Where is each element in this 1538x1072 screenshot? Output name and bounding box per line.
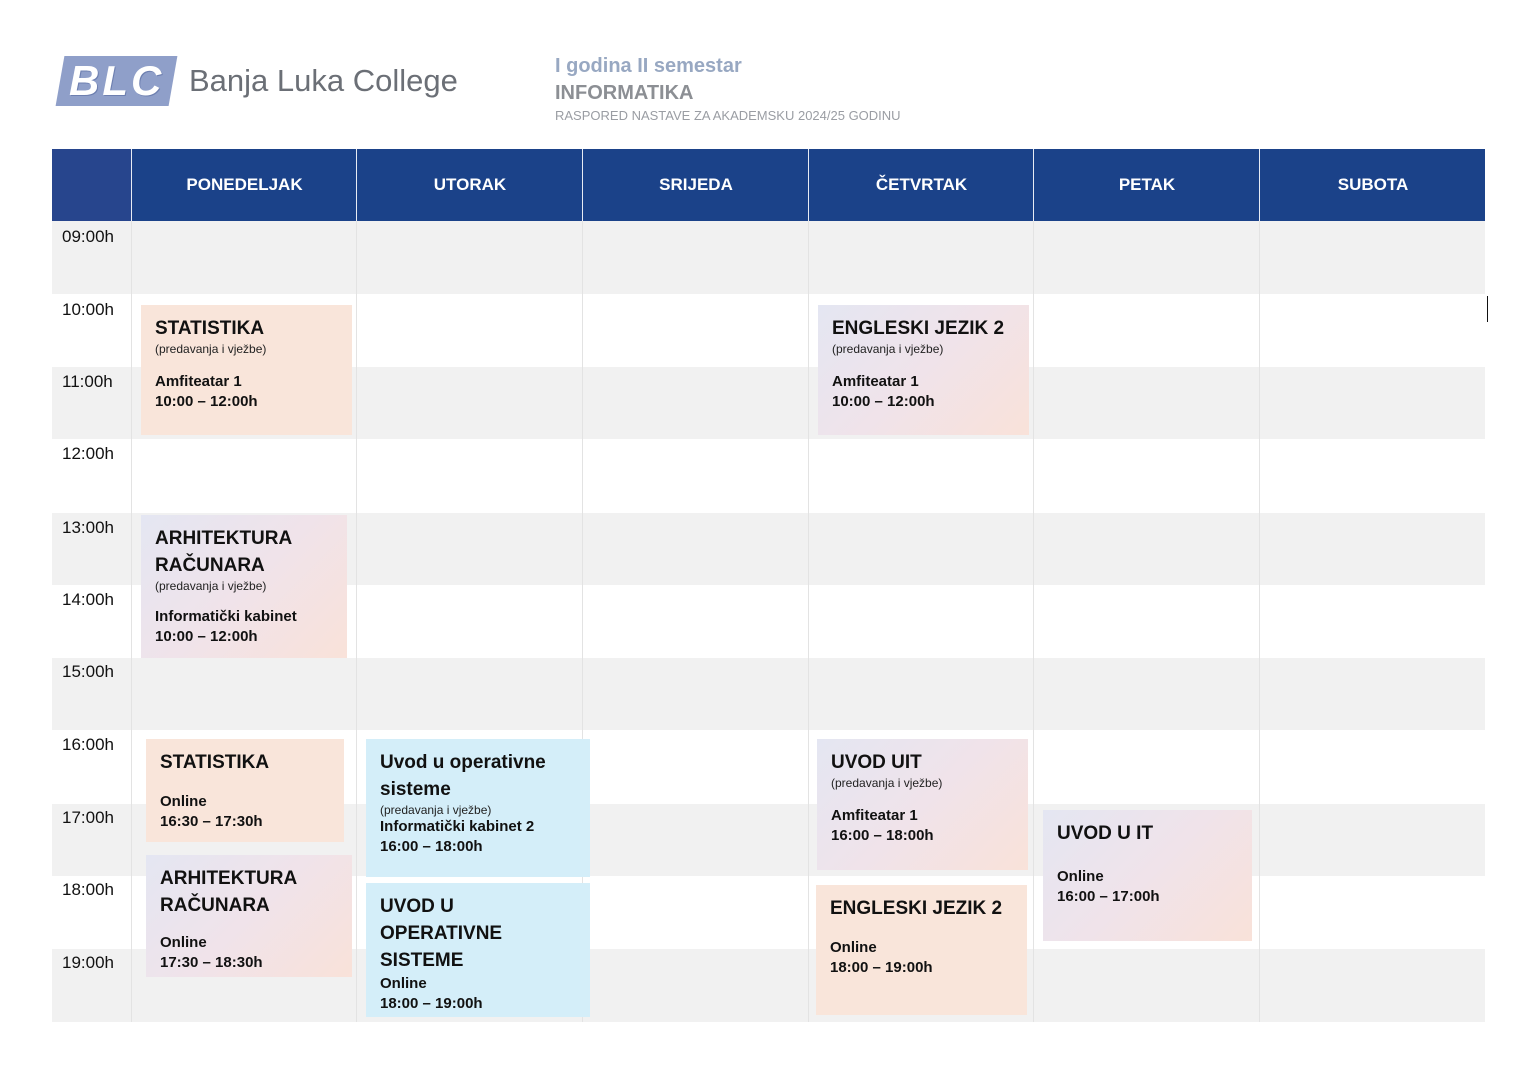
- time-label: 13:00h: [62, 518, 114, 537]
- header-corner: [52, 149, 131, 221]
- days-header: [52, 149, 1485, 221]
- event-card[interactable]: [1043, 810, 1252, 941]
- event-note: (predavanja i vježbe): [832, 342, 944, 356]
- event-note: (predavanja i vježbe): [380, 803, 492, 817]
- day-header-tuesday: UTORAK: [356, 149, 583, 221]
- event-room: Amfiteatar 1: [155, 373, 242, 390]
- time-label: 18:00h: [62, 880, 114, 899]
- logo-badge-text: BLC: [68, 57, 165, 104]
- event-time: 16:00 – 18:00h: [380, 838, 483, 855]
- event-title: UVOD UIT: [831, 752, 922, 773]
- time-label: 16:00h: [62, 735, 114, 754]
- program-title: INFORMATIKA: [555, 82, 694, 104]
- event-room: Online: [160, 934, 207, 951]
- logo-name: Banja Luka College: [189, 63, 458, 98]
- time-label: 14:00h: [62, 590, 114, 609]
- time-label: 15:00h: [62, 662, 114, 681]
- event-card[interactable]: [816, 885, 1027, 1015]
- event-title: UVOD U IT: [1057, 823, 1154, 844]
- grid-line: [356, 221, 357, 1022]
- event-time: 10:00 – 12:00h: [832, 393, 935, 410]
- event-time: 10:00 – 12:00h: [155, 393, 258, 410]
- event-title: ARHITEKTURA RAČUNARA: [155, 528, 292, 576]
- day-header-monday: PONEDELJAK: [131, 149, 357, 221]
- event-time: 16:00 – 18:00h: [831, 827, 934, 844]
- event-title: UVOD U OPERATIVNE SISTEME: [380, 896, 503, 971]
- event-room: Informatički kabinet 2: [380, 818, 535, 835]
- time-label: 10:00h: [62, 300, 114, 319]
- event-card[interactable]: [818, 305, 1029, 435]
- event-card[interactable]: [146, 739, 344, 842]
- grid-line: [1033, 221, 1034, 1022]
- event-time: 16:00 – 17:00h: [1057, 888, 1160, 905]
- day-header-wednesday: SRIJEDA: [582, 149, 809, 221]
- event-room: Informatički kabinet: [155, 608, 297, 625]
- event-room: Online: [160, 793, 207, 810]
- event-title: ENGLESKI JEZIK 2: [832, 318, 1005, 339]
- text-cursor: [1487, 296, 1488, 322]
- time-row: [52, 658, 1485, 730]
- time-row: [52, 439, 1485, 513]
- time-label: 09:00h: [62, 227, 114, 246]
- event-title: ENGLESKI JEZIK 2: [830, 898, 1003, 919]
- event-room: Online: [1057, 868, 1104, 885]
- time-label: 17:00h: [62, 808, 114, 827]
- grid-line: [131, 221, 132, 1022]
- event-title: ARHITEKTURA RAČUNARA: [160, 868, 297, 916]
- event-card[interactable]: [366, 883, 590, 1017]
- semester-title: I godina II semestar: [555, 55, 742, 77]
- event-time: 17:30 – 18:30h: [160, 954, 263, 971]
- event-card[interactable]: [817, 739, 1028, 870]
- grid-line: [1259, 221, 1260, 1022]
- time-label: 11:00h: [62, 372, 113, 391]
- logo-badge: [56, 56, 178, 106]
- college-logo: [60, 56, 458, 106]
- time-label: 12:00h: [62, 444, 114, 463]
- event-card[interactable]: [141, 515, 347, 658]
- event-time: 16:30 – 17:30h: [160, 813, 263, 830]
- event-note: (predavanja i vježbe): [155, 342, 267, 356]
- event-title: Uvod u operativne sisteme: [380, 752, 546, 800]
- event-card[interactable]: [366, 739, 590, 877]
- event-note: (predavanja i vježbe): [831, 776, 943, 790]
- event-room: Amfiteatar 1: [831, 807, 918, 824]
- event-note: (predavanja i vježbe): [155, 579, 267, 593]
- event-room: Amfiteatar 1: [832, 373, 919, 390]
- event-room: Online: [380, 975, 427, 992]
- event-time: 18:00 – 19:00h: [830, 959, 933, 976]
- event-room: Online: [830, 939, 877, 956]
- event-title: STATISTIKA: [155, 318, 265, 339]
- schedule-subtitle: RASPORED NASTAVE ZA AKADEMSKU 2024/25 GODINU: [555, 108, 901, 123]
- time-row: [52, 221, 1485, 294]
- time-label: 19:00h: [62, 953, 114, 972]
- event-time: 18:00 – 19:00h: [380, 995, 483, 1012]
- event-time: 10:00 – 12:00h: [155, 628, 258, 645]
- day-header-friday: PETAK: [1033, 149, 1260, 221]
- grid-line: [808, 221, 809, 1022]
- event-card[interactable]: [141, 305, 352, 435]
- day-header-thursday: ČETVRTAK: [808, 149, 1034, 221]
- day-header-saturday: SUBOTA: [1259, 149, 1486, 221]
- event-title: STATISTIKA: [160, 752, 270, 773]
- timetable: [52, 149, 1485, 1022]
- event-card[interactable]: [146, 855, 352, 977]
